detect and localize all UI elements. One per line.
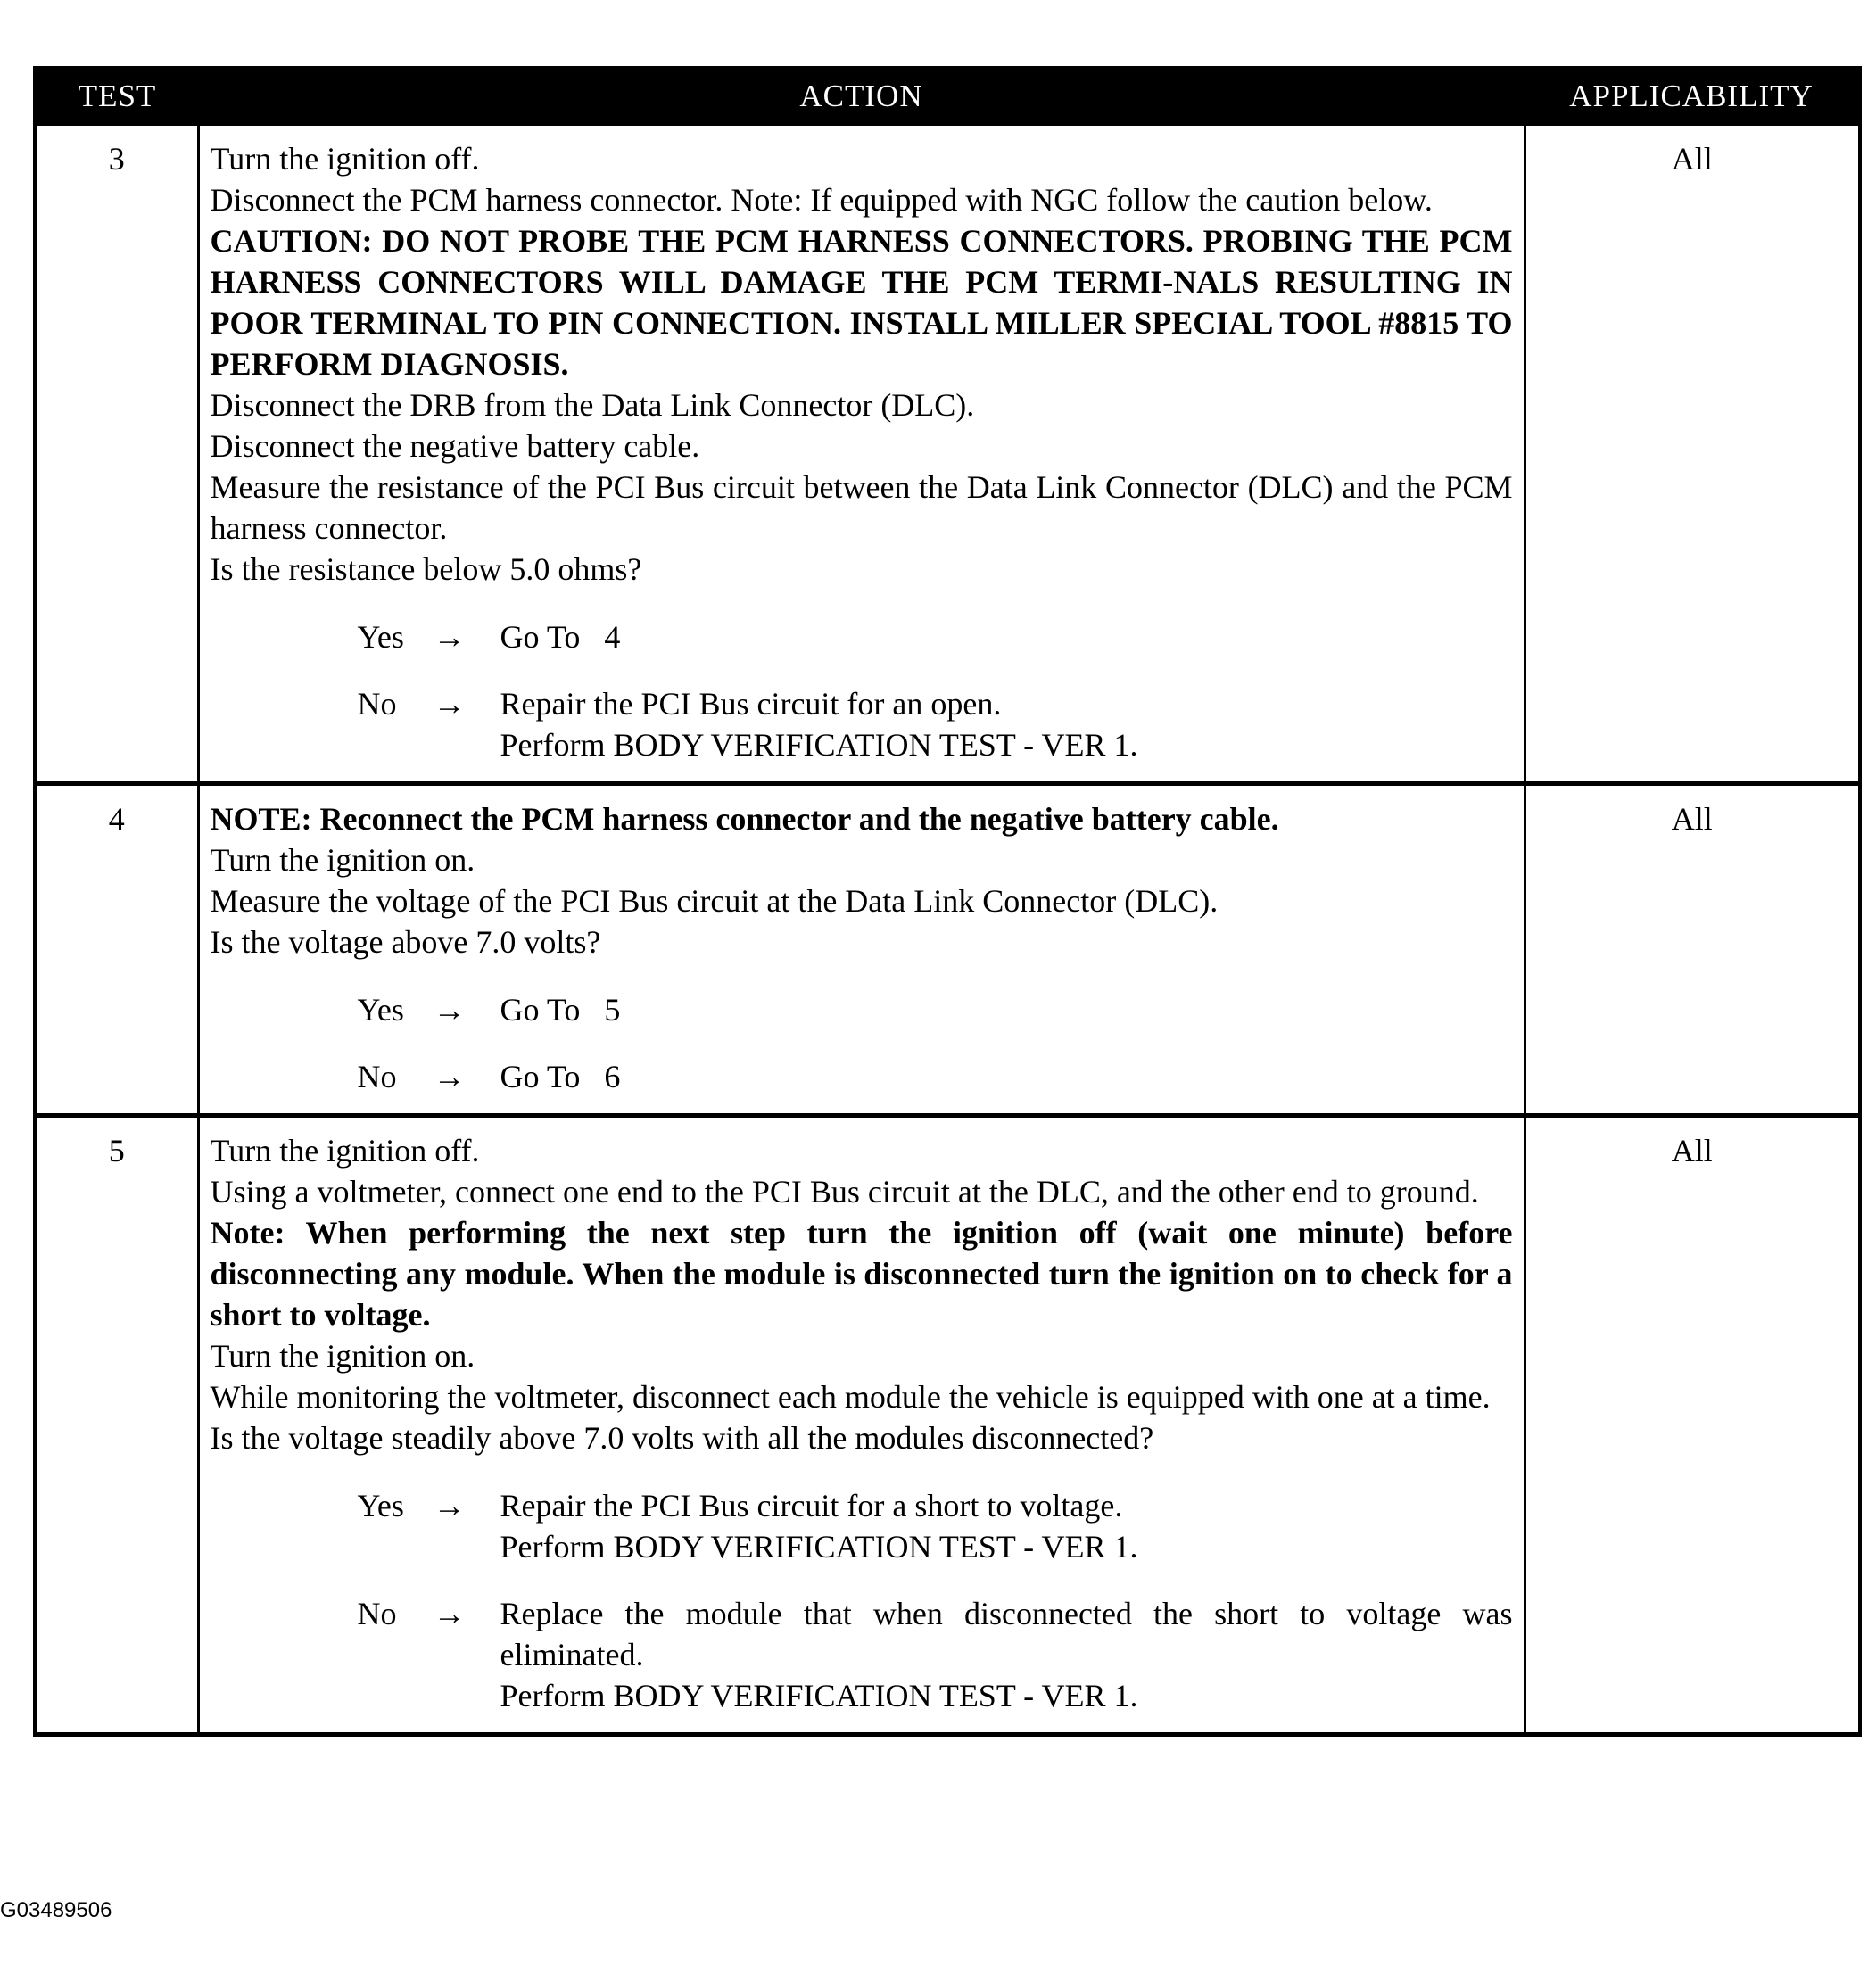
table-header-row [35,68,1860,125]
caution-note: Note: When performing the next step turn the ignition off (wait one minute) before disconnecting any module. When the module is disconnected turn the ignition on to check for a short to voltage. [210,1215,1513,1333]
action-step: Turn the ignition on. [210,842,475,878]
answer-instruction [500,616,1513,657]
action-step: Using a voltmeter, connect one end to the PCI Bus circuit at the DLC, and the other end to ground. [210,1174,1479,1210]
applicability-cell: All [1525,1116,1860,1735]
action-cell [198,784,1525,1116]
answer-label: No [357,686,397,722]
table-body [35,125,1860,1735]
answer-label: Yes [357,619,404,655]
action-step: Measure the resistance of the PCI Bus circuit between the Data Link Connector (DLC) and the PCM harness connector. [210,469,1513,546]
answer-label: No [357,1059,397,1094]
action-step: Disconnect the PCM harness connector. Note: If equipped with NGC follow the caution below. [210,182,1433,218]
answer-instruction [500,1056,1513,1097]
answer-line: Perform BODY VERIFICATION TEST - VER 1. [500,727,1138,763]
answer-no [358,1056,1513,1097]
action-step: Disconnect the DRB from the Data Link Connector (DLC). [210,387,975,423]
right-arrow-icon: → [433,619,466,655]
answer-line: Go To 6 [500,1059,621,1094]
action-step: Measure the voltage of the PCI Bus circuit at the Data Link Connector (DLC). [210,883,1219,919]
header-test: TEST [35,68,198,125]
right-arrow-icon: → [433,686,466,722]
right-arrow-icon: → [433,1596,466,1631]
action-step: Turn the ignition off. [210,1133,480,1169]
answer-label: No [357,1596,397,1631]
answer-yes [358,989,1513,1030]
answer-instruction [500,989,1513,1030]
answer-instruction [500,1485,1513,1567]
action-step: Is the voltage above 7.0 volts? [210,924,601,960]
header-applicability: APPLICABILITY [1525,68,1860,125]
answer-line: Go To 4 [500,619,621,655]
answer-label: Yes [357,992,404,1028]
action-cell [198,125,1525,784]
figure-id: G03489506 [0,1898,112,1922]
answer-yes [358,616,1513,657]
table-row [35,125,1860,784]
answer-line: Repair the PCI Bus circuit for a short to voltage. [500,1488,1123,1524]
applicability-cell: All [1525,125,1860,784]
answer-label: Yes [357,1488,404,1524]
header-action: ACTION [198,68,1525,125]
answer-instruction [500,1593,1521,1716]
answer-line: Perform BODY VERIFICATION TEST - VER 1. [500,1529,1138,1565]
test-number: 4 [35,784,198,1116]
caution-note: CAUTION: DO NOT PROBE THE PCM HARNESS CONNECTORS. PROBING THE PCM HARNESS CONNECTORS WILL DAMAGE THE PCM TERMI-NALS RESULTING IN POOR TERMINAL TO PIN CONNECTION. INSTALL MILLER SPECIAL TOOL #8815 TO PERFORM DIAGNOSIS. [210,223,1513,382]
action-step: Turn the ignition off. [210,141,480,177]
answer-no [357,1593,1521,1716]
action-cell [198,1116,1525,1735]
action-step: Disconnect the negative battery cable. [210,428,700,464]
right-arrow-icon: → [433,992,466,1028]
answer-line: Repair the PCI Bus circuit for an open. [500,686,1002,722]
applicability-cell: All [1525,784,1860,1116]
right-arrow-icon: → [433,1488,466,1524]
test-number: 3 [35,125,198,784]
test-number: 5 [35,1116,198,1735]
answer-branches [211,989,1513,1097]
action-step: While monitoring the voltmeter, disconnect each module the vehicle is equipped with one at a time. [210,1379,1491,1415]
action-step: Is the resistance below 5.0 ohms? [210,551,642,587]
answer-instruction [500,683,1513,765]
action-step: Is the voltage steadily above 7.0 volts with all the modules disconnected? [210,1420,1154,1456]
right-arrow-icon: → [433,1059,466,1094]
answer-branches [211,1485,1521,1716]
answer-line: Replace the module that when disconnected the short to voltage was eliminated. [500,1596,1521,1672]
answer-yes [358,1485,1513,1567]
answer-no [358,683,1513,765]
table-row [35,784,1860,1116]
action-step: Turn the ignition on. [210,1338,475,1374]
diagnostic-test-table [33,66,1862,1737]
answer-line: Go To 5 [500,992,621,1028]
diagnostic-sheet [33,66,1858,1737]
table-row [35,1116,1860,1735]
answer-branches [211,616,1513,765]
answer-line: Perform BODY VERIFICATION TEST - VER 1. [500,1678,1138,1714]
caution-note: NOTE: Reconnect the PCM harness connector and the negative battery cable. [210,801,1279,837]
